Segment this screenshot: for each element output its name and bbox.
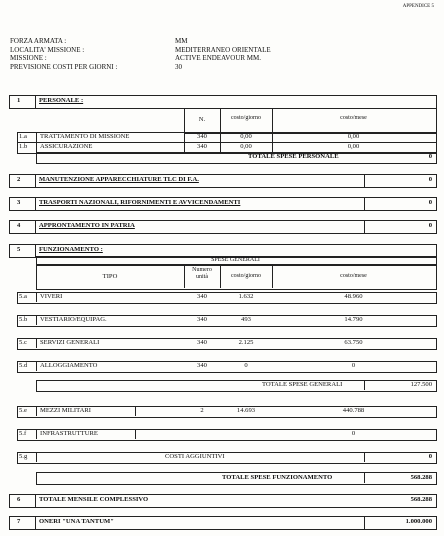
row-5e-code: 5.e	[19, 407, 27, 414]
row-5e-label: MEZZI MILITARI	[40, 407, 91, 414]
row-5b-day: 493	[241, 316, 251, 323]
section-6-value: 568.288	[410, 496, 432, 503]
section-5-title: FUNZIONAMENTO :	[39, 246, 103, 253]
row-5c-code: 5.c	[19, 339, 27, 346]
value-missione: ACTIVE ENDEAVOUR MM.	[175, 54, 262, 62]
s5-total-label: TOTALE SPESE FUNZIONAMENTO	[222, 474, 333, 481]
row-5b-month: 14.790	[344, 316, 363, 323]
value-previsione: 30	[175, 62, 182, 71]
section-4-number: 4	[17, 222, 21, 229]
s5-general-total-label: TOTALE SPESE GENERALI	[262, 381, 343, 388]
row-5c-label: SERVIZI GENERALI	[40, 339, 100, 346]
row-1a-code: 1.a	[19, 133, 27, 140]
row-5g-value: 0	[428, 453, 432, 460]
header-values	[175, 37, 271, 71]
row-1a-day: 0,00	[240, 133, 252, 140]
row-5e-day: 14.693	[236, 407, 256, 414]
label-previsione: PREVISIONE COSTI PER GIORNI :	[10, 62, 118, 71]
s5-col-units	[184, 267, 220, 281]
s1-total-label: TOTALE SPESE PERSONALE	[248, 153, 339, 160]
appendix-label: APPENDICE 5	[402, 4, 434, 9]
section-6-number: 6	[17, 496, 21, 503]
row-5g	[17, 452, 437, 464]
s5-col-month: costo/mese	[340, 273, 367, 279]
row-5e-month: 440.788	[342, 407, 365, 414]
section-4-value: 0	[428, 222, 432, 229]
row-5f-label: INFRASTRUTTURE	[40, 430, 98, 437]
row-5a-month: 48.960	[344, 293, 363, 300]
row-5b-label: VESTIARIO/EQUIPAG.	[40, 316, 107, 323]
row-1b-day: 0,00	[240, 143, 252, 150]
section-4-title: APPRONTAMENTO IN PATRIA	[39, 222, 135, 229]
section-6-title: TOTALE MENSILE COMPLESSIVO	[39, 496, 149, 503]
row-5f-code: 5.f	[19, 430, 27, 437]
s5-general-total-row	[36, 380, 437, 392]
s1-col-month: costo/mese	[340, 115, 367, 121]
row-5e-n: 2	[200, 407, 204, 414]
section-2-number: 2	[17, 176, 21, 183]
row-1a-label: TRATTAMENTO DI MISSIONE	[40, 133, 130, 140]
s1-col-n: N.	[198, 116, 206, 123]
row-5g-code: 5.g	[19, 453, 28, 460]
header-labels	[10, 37, 117, 71]
row-5a-n: 340	[197, 293, 207, 300]
s1-col-day: costo/giorno	[231, 115, 261, 121]
s5-total-value: 568.288	[410, 474, 432, 481]
section-7-number: 7	[17, 518, 21, 525]
section-2-value: 0	[428, 176, 432, 183]
row-5c-n: 340	[197, 339, 207, 346]
row-1a-month: 0,00	[347, 133, 360, 140]
section-5-number: 5	[17, 246, 21, 253]
row-1b-n: 340	[197, 143, 207, 150]
row-5f-month: 0	[351, 430, 356, 437]
row-5d-code: 5.d	[19, 362, 28, 369]
section-3-number: 3	[17, 199, 21, 206]
label-localita: LOCALITA' MISSIONE :	[10, 45, 85, 54]
row-5b-code: 5.b	[19, 316, 28, 323]
value-localita: MEDITERRANEO ORIENTALE	[175, 45, 271, 54]
section-7-title: ONERI "UNA TANTUM"	[39, 518, 114, 525]
section-1-total-row	[36, 152, 437, 164]
s5-col-day: costo/giorno	[231, 273, 261, 279]
section-1-title: PERSONALE :	[39, 97, 84, 104]
label-missione: MISSIONE :	[10, 54, 47, 62]
s1-total-value: 0	[428, 153, 432, 160]
row-5b-n: 340	[197, 316, 207, 323]
section-7-value: 1.000.000	[405, 518, 432, 525]
section-3-title: TRASPORTI NAZIONALI, RIFORNIMENTI E AVVICENDAMENTI	[39, 199, 241, 206]
s5-general-total-value: 127.500	[410, 381, 432, 388]
s5-col-type: TIPO	[102, 273, 118, 280]
row-5d-month: 0	[351, 362, 356, 369]
row-5a-label: VIVERI	[40, 293, 63, 300]
row-1a-n: 340	[197, 133, 207, 140]
row-5c-day: 2.125	[238, 339, 254, 346]
row-5g-label: COSTI AGGIUNTIVI	[165, 453, 225, 460]
row-1b-month: 0,00	[347, 143, 360, 150]
row-5a-day: 1.632	[238, 293, 254, 300]
row-5d-label: ALLOGGIAMENTO	[40, 362, 98, 369]
value-forza-armata: MM	[175, 37, 188, 45]
row-5d-day: 0	[244, 362, 248, 369]
s5-col-units-line2: unità	[196, 274, 208, 280]
label-forza-armata: FORZA ARMATA :	[10, 37, 67, 45]
section-3-value: 0	[428, 199, 432, 206]
s5-subtitle: SPESE GENERALI	[211, 257, 260, 263]
row-1b-code: 1.b	[19, 143, 28, 150]
section-1-number: 1	[17, 97, 21, 104]
row-5a-code: 5.a	[19, 293, 27, 300]
row-5c-month: 63.750	[344, 339, 363, 346]
section-2-title: MANUTENZIONE APPARECCHIATURE TLC DI F.A.	[39, 176, 199, 183]
row-5d-n: 340	[197, 362, 207, 369]
s5-col-units-line1: Numero	[192, 267, 212, 273]
row-1b-label: ASSICURAZIONE	[40, 143, 93, 150]
